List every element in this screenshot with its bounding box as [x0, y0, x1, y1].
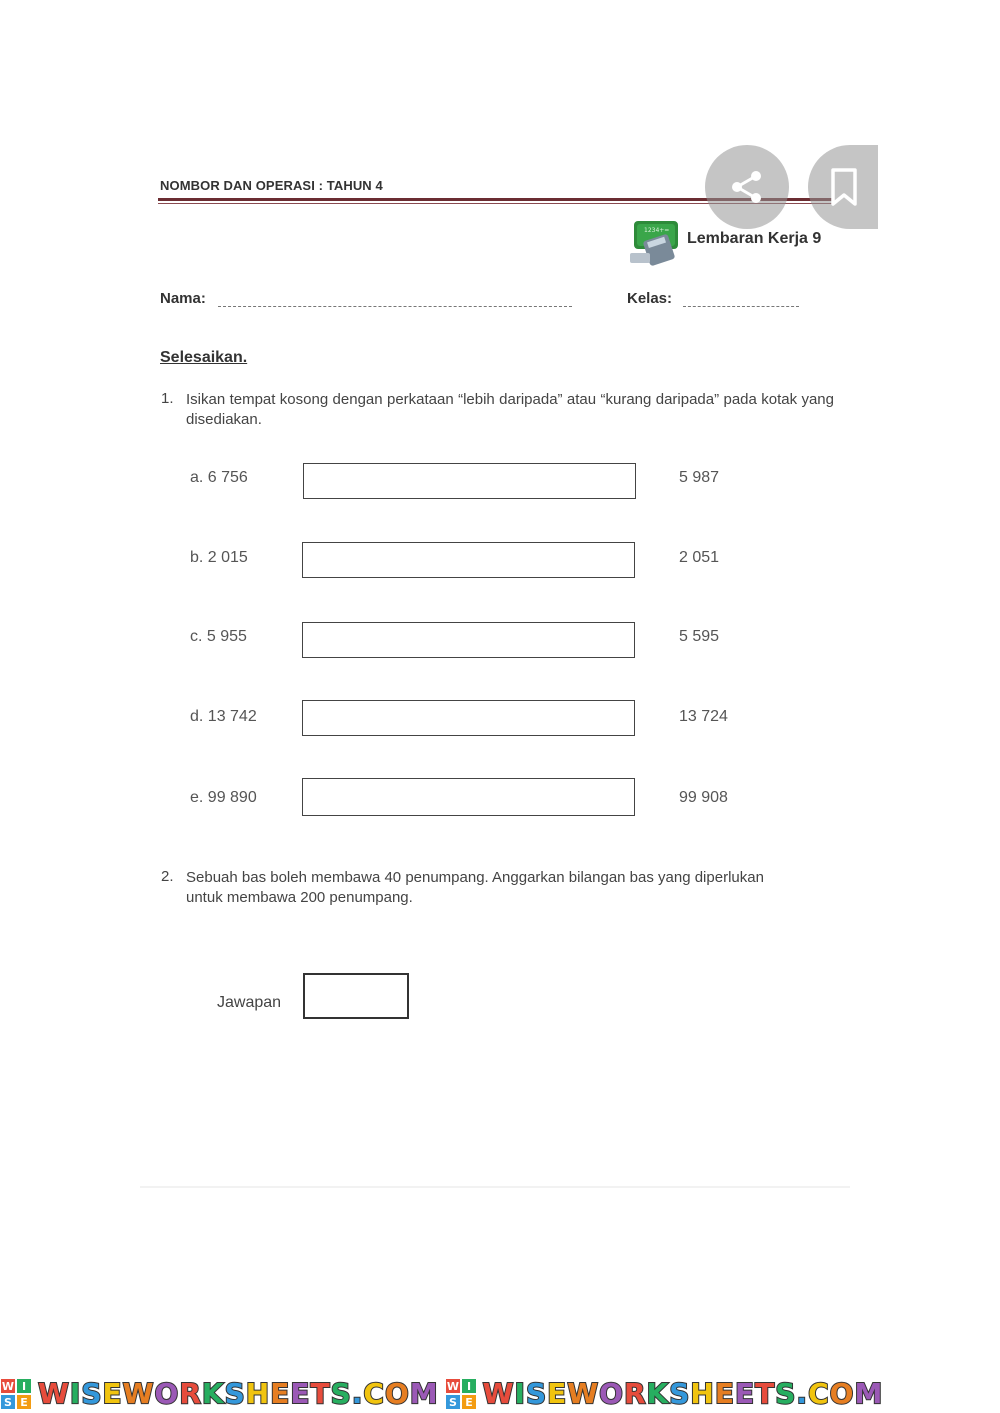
item-a-left: a. 6 756 — [190, 469, 248, 486]
watermark-text: WISEWORKSHEETS.COM — [482, 1377, 884, 1410]
logo-letter: E — [464, 1395, 473, 1409]
item-a-right: 5 987 — [679, 469, 720, 486]
question-1-number: 1. — [161, 390, 174, 407]
wiseworksheets-logo — [0, 1378, 32, 1410]
watermark-unit — [445, 1377, 884, 1410]
logo-letter: S — [4, 1395, 12, 1409]
logo-letter: W — [446, 1379, 459, 1393]
kelas-field[interactable] — [683, 306, 799, 307]
bookmark-button[interactable] — [808, 145, 880, 229]
item-b-left: b. 2 015 — [190, 549, 248, 566]
svg-text:1234+=: 1234+= — [644, 227, 670, 234]
page-divider — [140, 1186, 850, 1188]
wiseworksheets-logo — [445, 1378, 477, 1410]
answer-box-b[interactable] — [302, 542, 635, 578]
logo-letter: E — [20, 1395, 28, 1409]
answer-box-c[interactable] — [302, 622, 635, 658]
watermark-banner — [0, 1374, 1000, 1413]
item-e-right: 99 908 — [679, 789, 728, 806]
item-d-left: d. 13 742 — [190, 708, 257, 725]
share-icon — [727, 167, 767, 207]
answer-box-a[interactable] — [303, 463, 636, 499]
worksheet-header-title: NOMBOR DAN OPERASI : TAHUN 4 — [160, 178, 383, 193]
worksheet-title: Lembaran Kerja 9 — [687, 230, 822, 247]
nama-label: Nama: — [160, 290, 206, 307]
watermark-text: WISEWORKSHEETS.COM — [38, 1377, 439, 1410]
chalkboard-calculator-icon — [628, 219, 684, 267]
logo-letter: I — [466, 1379, 471, 1393]
share-button[interactable] — [705, 145, 789, 229]
question-2-text: Sebuah bas boleh membawa 40 penumpang. Anggarkan bilangan bas yang diperlukan untuk membawa 200 penumpang. — [186, 869, 764, 906]
nama-field[interactable] — [218, 306, 572, 307]
instruction-heading: Selesaikan. — [160, 349, 248, 366]
item-e-left: e. 99 890 — [190, 789, 257, 806]
item-d-right: 13 724 — [679, 708, 728, 725]
item-c-right: 5 595 — [679, 628, 720, 645]
question-1-text: Isikan tempat kosong dengan perkataan “lebih daripada” atau “kurang daripada” pada kotak yang disediakan. — [186, 391, 834, 428]
item-c-left: c. 5 955 — [190, 628, 247, 645]
watermark-unit — [0, 1377, 439, 1410]
item-b-right: 2 051 — [679, 549, 720, 566]
logo-letter: W — [1, 1379, 15, 1393]
question-2-number: 2. — [161, 868, 174, 885]
bookmark-icon — [827, 167, 861, 207]
answer-box-d[interactable] — [302, 700, 635, 736]
logo-letter: I — [21, 1379, 27, 1393]
kelas-label: Kelas: — [627, 290, 673, 307]
logo-letter: S — [448, 1395, 457, 1409]
jawapan-label: Jawapan — [217, 994, 282, 1011]
jawapan-answer-box[interactable] — [303, 973, 409, 1019]
answer-box-e[interactable] — [302, 778, 635, 816]
